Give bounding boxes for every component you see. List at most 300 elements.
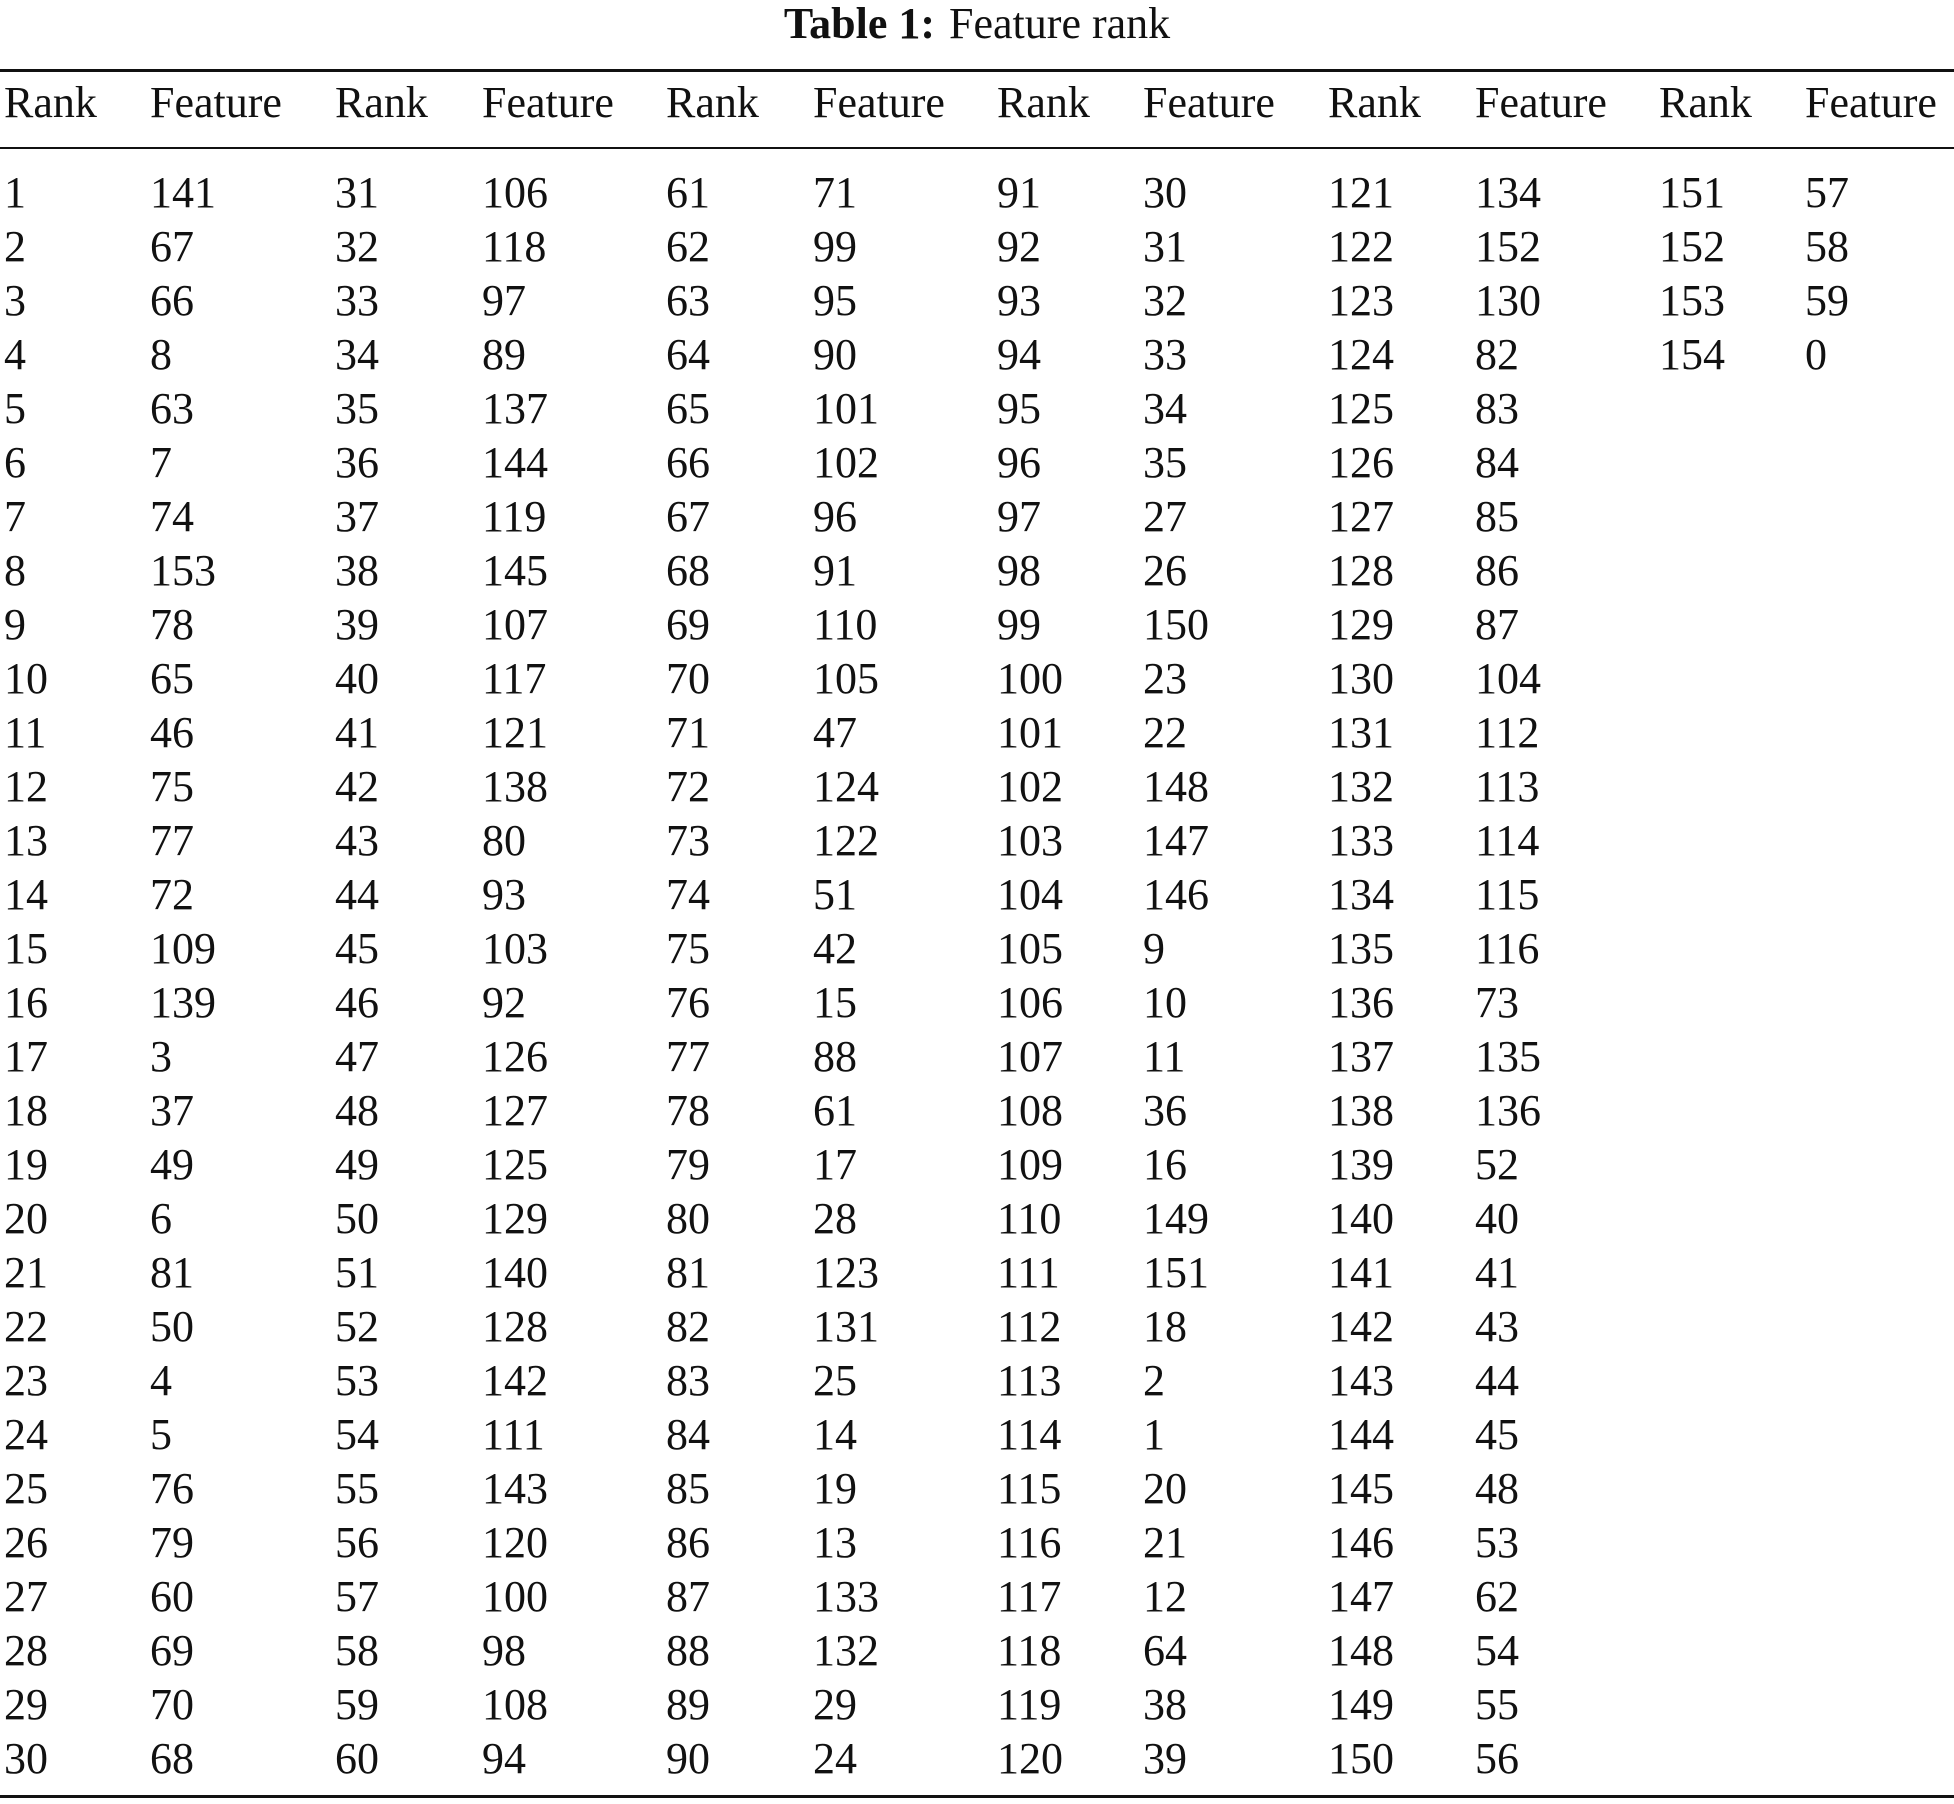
table-cell-rank: 97 [997,492,1041,541]
table-cell-feature: 89 [482,330,526,379]
table-cell-rank: 15 [4,924,48,973]
table-cell-feature: 126 [482,1032,548,1081]
table-cell-feature: 88 [813,1032,857,1081]
table-cell-rank: 37 [335,492,379,541]
table-cell-rank: 77 [666,1032,710,1081]
table-cell-feature: 150 [1143,600,1209,649]
table-cell-feature: 119 [482,492,547,541]
table-cell-rank: 95 [997,384,1041,433]
table-cell-feature: 117 [482,654,547,703]
table-cell-rank: 8 [4,546,26,595]
table-cell-feature: 50 [150,1302,194,1351]
table-cell-rank: 148 [1328,1626,1394,1675]
table-cell-feature: 24 [813,1734,857,1783]
table-cell-rank: 25 [4,1464,48,1513]
table-cell-rank: 60 [335,1734,379,1783]
table-cell-feature: 3 [150,1032,172,1081]
table-cell-rank: 141 [1328,1248,1394,1297]
table-cell-feature: 27 [1143,492,1187,541]
table-cell-rank: 39 [335,600,379,649]
table-cell-rank: 5 [4,384,26,433]
table-cell-rank: 24 [4,1410,48,1459]
table-cell-feature: 130 [1475,276,1541,325]
table-cell-rank: 2 [4,222,26,271]
table-cell-rank: 49 [335,1140,379,1189]
table-cell-feature: 51 [813,870,857,919]
table-bottom-rule [0,1795,1954,1798]
table-cell-feature: 133 [813,1572,879,1621]
table-cell-rank: 6 [4,438,26,487]
table-cell-feature: 29 [813,1680,857,1729]
table-cell-feature: 59 [1805,276,1849,325]
table-cell-feature: 61 [813,1086,857,1135]
table-cell-feature: 142 [482,1356,548,1405]
table-cell-rank: 119 [997,1680,1062,1729]
table-cell-rank: 50 [335,1194,379,1243]
table-cell-feature: 77 [150,816,194,865]
table-cell-rank: 92 [997,222,1041,271]
table-cell-feature: 80 [482,816,526,865]
table-cell-rank: 94 [997,330,1041,379]
table-cell-feature: 109 [150,924,216,973]
table-cell-feature: 21 [1143,1518,1187,1567]
table-cell-feature: 118 [482,222,547,271]
column-header-feature: Feature [813,78,945,127]
table-cell-feature: 102 [813,438,879,487]
table-cell-rank: 10 [4,654,48,703]
table-cell-feature: 143 [482,1464,548,1513]
table-cell-feature: 112 [1475,708,1540,757]
table-cell-feature: 146 [1143,870,1209,919]
table-cell-feature: 46 [150,708,194,757]
table-cell-feature: 134 [1475,168,1541,217]
table-cell-feature: 86 [1475,546,1519,595]
table-cell-rank: 79 [666,1140,710,1189]
table-cell-feature: 71 [813,168,857,217]
table-cell-rank: 58 [335,1626,379,1675]
table-cell-feature: 57 [1805,168,1849,217]
table-cell-rank: 38 [335,546,379,595]
table-cell-rank: 106 [997,978,1063,1027]
table-cell-feature: 91 [813,546,857,595]
table-cell-rank: 129 [1328,600,1394,649]
table-cell-rank: 52 [335,1302,379,1351]
table-cell-rank: 11 [4,708,47,757]
table-cell-rank: 87 [666,1572,710,1621]
table-cell-rank: 120 [997,1734,1063,1783]
table-cell-rank: 74 [666,870,710,919]
table-cell-feature: 151 [1143,1248,1209,1297]
table-cell-rank: 62 [666,222,710,271]
table-cell-rank: 7 [4,492,26,541]
table-cell-rank: 53 [335,1356,379,1405]
table-cell-rank: 123 [1328,276,1394,325]
table-cell-feature: 141 [150,168,216,217]
table-cell-feature: 110 [813,600,878,649]
table-cell-feature: 40 [1475,1194,1519,1243]
column-header-feature: Feature [482,78,614,127]
table-cell-rank: 90 [666,1734,710,1783]
table-cell-rank: 83 [666,1356,710,1405]
table-cell-rank: 71 [666,708,710,757]
table-cell-feature: 26 [1143,546,1187,595]
table-cell-rank: 19 [4,1140,48,1189]
table-cell-feature: 81 [150,1248,194,1297]
table-cell-rank: 44 [335,870,379,919]
table-cell-rank: 131 [1328,708,1394,757]
table-cell-rank: 127 [1328,492,1394,541]
table-cell-feature: 138 [482,762,548,811]
table-cell-feature: 131 [813,1302,879,1351]
table-cell-feature: 48 [1475,1464,1519,1513]
table-cell-rank: 36 [335,438,379,487]
table-cell-feature: 33 [1143,330,1187,379]
table-cell-rank: 135 [1328,924,1394,973]
table-cell-rank: 82 [666,1302,710,1351]
table-cell-feature: 122 [813,816,879,865]
table-cell-rank: 81 [666,1248,710,1297]
table-cell-rank: 72 [666,762,710,811]
table-cell-feature: 54 [1475,1626,1519,1675]
table-cell-rank: 27 [4,1572,48,1621]
table-cell-feature: 65 [150,654,194,703]
table-cell-rank: 21 [4,1248,48,1297]
table-cell-feature: 129 [482,1194,548,1243]
table-cell-rank: 45 [335,924,379,973]
table-cell-feature: 87 [1475,600,1519,649]
table-cell-feature: 37 [150,1086,194,1135]
table-cell-feature: 148 [1143,762,1209,811]
table-cell-feature: 70 [150,1680,194,1729]
table-cell-feature: 136 [1475,1086,1541,1135]
table-cell-feature: 152 [1475,222,1541,271]
table-cell-feature: 45 [1475,1410,1519,1459]
table-cell-feature: 66 [150,276,194,325]
table-cell-feature: 145 [482,546,548,595]
table-cell-rank: 55 [335,1464,379,1513]
column-header-feature: Feature [1475,78,1607,127]
table-cell-feature: 63 [150,384,194,433]
table-cell-rank: 149 [1328,1680,1394,1729]
table-cell-rank: 142 [1328,1302,1394,1351]
table-cell-feature: 64 [1143,1626,1187,1675]
table-cell-feature: 8 [150,330,172,379]
table-cell-rank: 86 [666,1518,710,1567]
table-cell-rank: 146 [1328,1518,1394,1567]
table-cell-rank: 111 [997,1248,1060,1297]
table-cell-rank: 3 [4,276,26,325]
table-cell-rank: 102 [997,762,1063,811]
column-header-rank: Rank [997,78,1090,127]
table-cell-feature: 67 [150,222,194,271]
table-cell-rank: 137 [1328,1032,1394,1081]
table-cell-feature: 105 [813,654,879,703]
table-cell-feature: 78 [150,600,194,649]
table-cell-feature: 99 [813,222,857,271]
table-cell-rank: 76 [666,978,710,1027]
table-cell-rank: 113 [997,1356,1062,1405]
table-cell-feature: 11 [1143,1032,1186,1081]
table-cell-feature: 68 [150,1734,194,1783]
column-header-feature: Feature [150,78,282,127]
table-cell-feature: 76 [150,1464,194,1513]
table-cell-feature: 1 [1143,1410,1165,1459]
table-cell-rank: 96 [997,438,1041,487]
table-cell-feature: 69 [150,1626,194,1675]
table-cell-rank: 136 [1328,978,1394,1027]
table-cell-feature: 100 [482,1572,548,1621]
column-header-rank: Rank [335,78,428,127]
table-cell-feature: 15 [813,978,857,1027]
table-cell-rank: 139 [1328,1140,1394,1189]
table-cell-rank: 132 [1328,762,1394,811]
table-cell-rank: 43 [335,816,379,865]
table-cell-feature: 101 [813,384,879,433]
table-cell-feature: 123 [813,1248,879,1297]
table-cell-rank: 31 [335,168,379,217]
table-cell-rank: 115 [997,1464,1062,1513]
table-cell-rank: 93 [997,276,1041,325]
table-caption-text: Feature rank [949,0,1171,48]
table-cell-rank: 89 [666,1680,710,1729]
table-cell-rank: 101 [997,708,1063,757]
table-cell-rank: 23 [4,1356,48,1405]
table-cell-rank: 66 [666,438,710,487]
table-cell-feature: 92 [482,978,526,1027]
table-cell-rank: 118 [997,1626,1062,1675]
table-cell-feature: 20 [1143,1464,1187,1513]
table-cell-rank: 138 [1328,1086,1394,1135]
table-cell-feature: 0 [1805,330,1827,379]
table-cell-feature: 56 [1475,1734,1519,1783]
table-cell-rank: 126 [1328,438,1394,487]
table-cell-feature: 9 [1143,924,1165,973]
table-cell-feature: 95 [813,276,857,325]
table-cell-rank: 16 [4,978,48,1027]
table-cell-feature: 47 [813,708,857,757]
table-cell-feature: 75 [150,762,194,811]
table-cell-rank: 46 [335,978,379,1027]
table-header-rule [0,147,1954,149]
table-cell-feature: 19 [813,1464,857,1513]
column-header-rank: Rank [1659,78,1752,127]
table-cell-rank: 140 [1328,1194,1394,1243]
table-cell-rank: 4 [4,330,26,379]
table-cell-rank: 80 [666,1194,710,1243]
table-cell-rank: 144 [1328,1410,1394,1459]
table-cell-rank: 143 [1328,1356,1394,1405]
table-cell-feature: 6 [150,1194,172,1243]
table-cell-rank: 9 [4,600,26,649]
table-cell-rank: 99 [997,600,1041,649]
table-cell-rank: 28 [4,1626,48,1675]
table-cell-rank: 130 [1328,654,1394,703]
table-cell-feature: 84 [1475,438,1519,487]
table-cell-rank: 61 [666,168,710,217]
table-cell-rank: 64 [666,330,710,379]
table-cell-rank: 12 [4,762,48,811]
table-cell-rank: 114 [997,1410,1062,1459]
table-caption [0,0,1954,50]
table-cell-feature: 104 [1475,654,1541,703]
table-cell-feature: 103 [482,924,548,973]
table-cell-feature: 62 [1475,1572,1519,1621]
table-cell-feature: 28 [813,1194,857,1243]
table-cell-feature: 43 [1475,1302,1519,1351]
table-cell-feature: 96 [813,492,857,541]
table-cell-feature: 139 [150,978,216,1027]
table-cell-rank: 34 [335,330,379,379]
table-cell-rank: 110 [997,1194,1062,1243]
table-cell-feature: 12 [1143,1572,1187,1621]
table-cell-feature: 93 [482,870,526,919]
table-cell-rank: 48 [335,1086,379,1135]
table-cell-rank: 150 [1328,1734,1394,1783]
table-cell-feature: 16 [1143,1140,1187,1189]
table-cell-feature: 83 [1475,384,1519,433]
table-cell-feature: 94 [482,1734,526,1783]
table-cell-feature: 111 [482,1410,545,1459]
table-cell-rank: 116 [997,1518,1062,1567]
table-cell-rank: 26 [4,1518,48,1567]
table-cell-feature: 5 [150,1410,172,1459]
column-header-rank: Rank [4,78,97,127]
table-cell-rank: 154 [1659,330,1725,379]
table-cell-feature: 14 [813,1410,857,1459]
table-cell-feature: 4 [150,1356,172,1405]
table-cell-rank: 67 [666,492,710,541]
table-cell-rank: 103 [997,816,1063,865]
table-cell-feature: 25 [813,1356,857,1405]
table-cell-feature: 82 [1475,330,1519,379]
table-cell-rank: 108 [997,1086,1063,1135]
table-cell-feature: 23 [1143,654,1187,703]
table-cell-rank: 56 [335,1518,379,1567]
table-cell-feature: 128 [482,1302,548,1351]
table-cell-feature: 60 [150,1572,194,1621]
table-cell-rank: 41 [335,708,379,757]
table-cell-feature: 72 [150,870,194,919]
table-cell-rank: 104 [997,870,1063,919]
table-cell-feature: 147 [1143,816,1209,865]
table-cell-feature: 137 [482,384,548,433]
table-cell-rank: 107 [997,1032,1063,1081]
table-cell-rank: 133 [1328,816,1394,865]
table-cell-rank: 128 [1328,546,1394,595]
table-cell-rank: 121 [1328,168,1394,217]
table-cell-feature: 17 [813,1140,857,1189]
table-cell-feature: 42 [813,924,857,973]
table-cell-rank: 88 [666,1626,710,1675]
table-cell-feature: 149 [1143,1194,1209,1243]
table-cell-feature: 53 [1475,1518,1519,1567]
column-header-rank: Rank [1328,78,1421,127]
table-cell-feature: 79 [150,1518,194,1567]
table-cell-rank: 35 [335,384,379,433]
table-cell-feature: 107 [482,600,548,649]
table-cell-feature: 58 [1805,222,1849,271]
table-cell-feature: 31 [1143,222,1187,271]
table-cell-rank: 29 [4,1680,48,1729]
table-cell-rank: 54 [335,1410,379,1459]
table-cell-rank: 73 [666,816,710,865]
table-cell-feature: 32 [1143,276,1187,325]
table-cell-rank: 145 [1328,1464,1394,1513]
table-cell-feature: 52 [1475,1140,1519,1189]
table-cell-feature: 106 [482,168,548,217]
table-cell-feature: 125 [482,1140,548,1189]
table-cell-rank: 70 [666,654,710,703]
table-cell-rank: 42 [335,762,379,811]
table-cell-rank: 59 [335,1680,379,1729]
table-cell-rank: 152 [1659,222,1725,271]
table-cell-feature: 140 [482,1248,548,1297]
table-cell-rank: 134 [1328,870,1394,919]
table-cell-feature: 98 [482,1626,526,1675]
table-cell-rank: 117 [997,1572,1062,1621]
table-cell-rank: 57 [335,1572,379,1621]
table-caption-label: Table 1: [783,0,936,48]
table-cell-feature: 34 [1143,384,1187,433]
table-cell-feature: 74 [150,492,194,541]
table-cell-rank: 40 [335,654,379,703]
table-cell-rank: 68 [666,546,710,595]
table-cell-feature: 115 [1475,870,1540,919]
table-cell-rank: 125 [1328,384,1394,433]
table-cell-feature: 10 [1143,978,1187,1027]
table-cell-feature: 55 [1475,1680,1519,1729]
table-cell-feature: 144 [482,438,548,487]
column-header-feature: Feature [1143,78,1275,127]
table-cell-rank: 33 [335,276,379,325]
table-cell-rank: 105 [997,924,1063,973]
table-cell-rank: 151 [1659,168,1725,217]
table-cell-rank: 122 [1328,222,1394,271]
table-cell-rank: 124 [1328,330,1394,379]
table-cell-feature: 39 [1143,1734,1187,1783]
table-cell-rank: 63 [666,276,710,325]
table-cell-feature: 41 [1475,1248,1519,1297]
table-cell-feature: 85 [1475,492,1519,541]
table-cell-feature: 30 [1143,168,1187,217]
column-header-rank: Rank [666,78,759,127]
table-top-rule [0,69,1954,72]
table-cell-rank: 51 [335,1248,379,1297]
table-cell-rank: 84 [666,1410,710,1459]
table-cell-feature: 18 [1143,1302,1187,1351]
table-cell-rank: 153 [1659,276,1725,325]
table-cell-rank: 98 [997,546,1041,595]
column-header-feature: Feature [1805,78,1937,127]
table-cell-rank: 75 [666,924,710,973]
table-cell-feature: 97 [482,276,526,325]
table-cell-feature: 124 [813,762,879,811]
table-cell-rank: 78 [666,1086,710,1135]
table-cell-feature: 113 [1475,762,1540,811]
table-cell-rank: 100 [997,654,1063,703]
table-cell-rank: 32 [335,222,379,271]
table-cell-rank: 112 [997,1302,1062,1351]
table-cell-feature: 13 [813,1518,857,1567]
table-cell-rank: 91 [997,168,1041,217]
table-cell-rank: 13 [4,816,48,865]
table-cell-feature: 35 [1143,438,1187,487]
table-cell-feature: 36 [1143,1086,1187,1135]
table-cell-rank: 17 [4,1032,48,1081]
table-cell-rank: 20 [4,1194,48,1243]
table-cell-feature: 90 [813,330,857,379]
table-cell-rank: 85 [666,1464,710,1513]
